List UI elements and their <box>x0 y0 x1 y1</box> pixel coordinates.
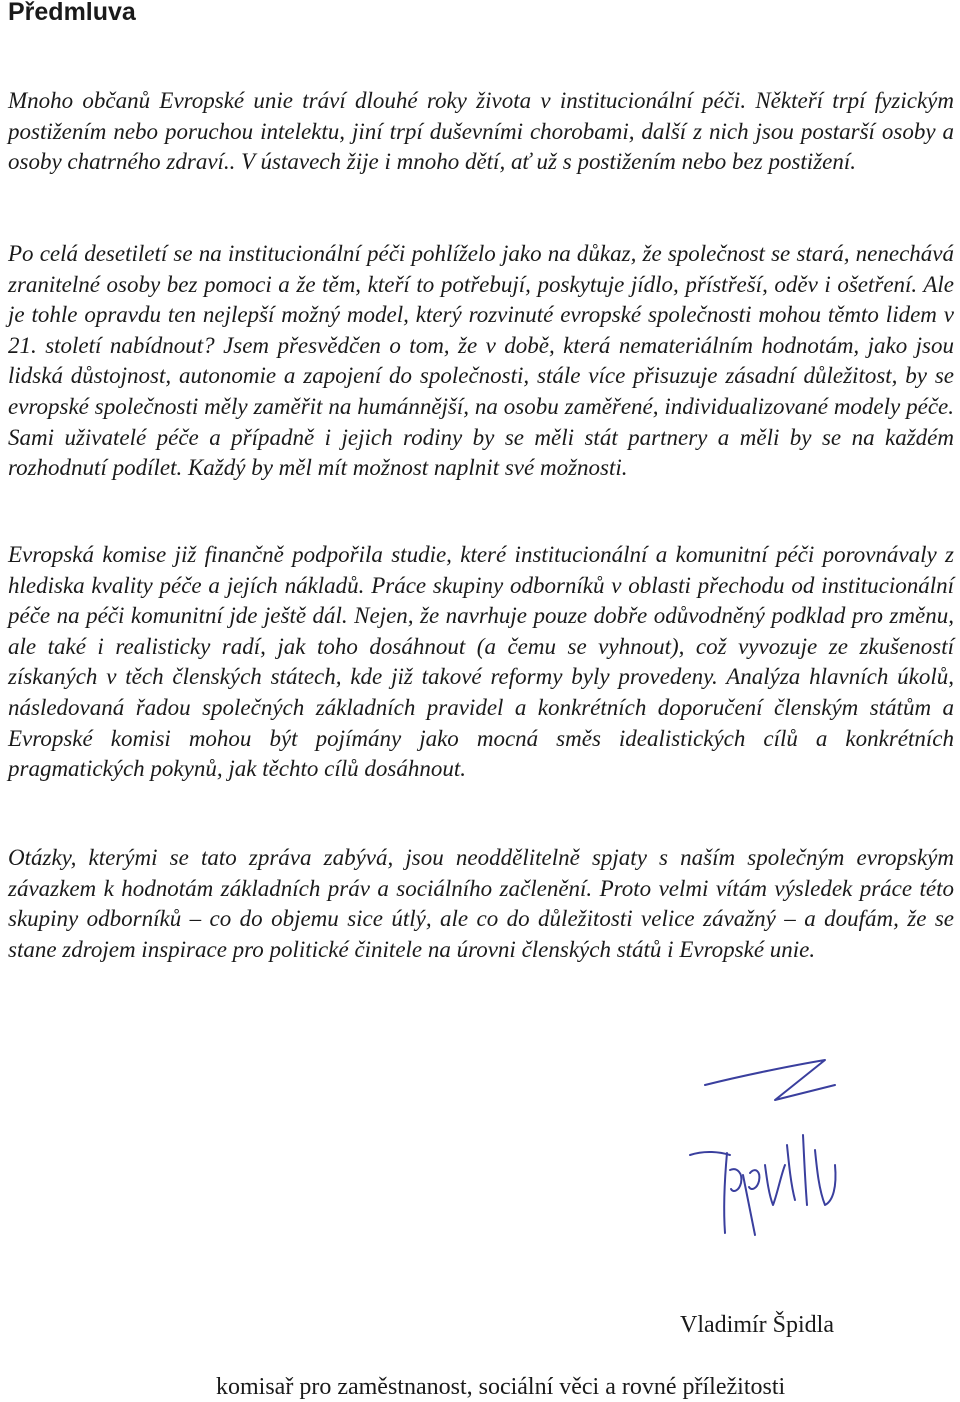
page-title: Předmluva <box>8 0 136 26</box>
signer-title: komisař pro zaměstnanost, sociální věci a rovné příležitosti <box>216 1374 786 1400</box>
paragraph-institutional-care: Po celá desetiletí se na institucionální péči pohlíželo jako na důkaz, že společnost se stará, nenechává zranitelné osoby bez pomoci a že těm, kteří to potřebují, poskytuje jídlo, přístřeší, oděv i ošetření. Ale je tohle opravdu ten nejlepší možný model, který rozvinuté evropské společnosti mohou těmto lidem v 21. století nabídnout? Jsem přesvědčen o tom, že v době, která nemateriálním hodnotám, jako jsou lidská důstojnost, autonomie a zapojení do společnosti, stále více přisuzuje zásadní důležitost, by se evropské společnosti měly zaměřit na humánnější, na osobu zaměřené, individualizované modely péče. Sami uživatelé péče a případně i jejich rodiny by se měli stát partnery a měli by se na každém rozhodnutí podílet. Každý by měl mít možnost naplnit své možnosti. <box>8 241 954 481</box>
handwritten-signature <box>685 1055 850 1240</box>
signer-name: Vladimír Špidla <box>680 1312 834 1338</box>
paragraph-intro: Mnoho občanů Evropské unie tráví dlouhé roky života v institucionální péči. Někteří trpí fyzickým postižením nebo poruchou intelektu, jiní trpí duševními chorobami, další z nich jsou postarší osoby a osoby chatrného zdraví.. V ústavech žije i mnoho dětí, ať už s postižením nebo bez postižení. <box>8 88 954 175</box>
paragraph-commission-studies: Evropská komise již finančně podpořila studie, které institucionální a komunitní péči porovnávaly z hlediska kvality péče a jejích nákladů. Práce skupiny odborníků v oblasti přechodu od institucionální péče na péči komunitní jde ještě dál. Nejen, že navrhuje pouze dobře odůvodněný podklad pro změnu, ale také i realisticky radí, jak toho dosáhnout (a čemu se vyhnout), což vyvozuje ze zkušeností získaných v těch členských státech, kde již takové reformy byly provedeny. Analýza hlavních úkolů, následovaná řadou společných základních pravidel a konkrétních doporučení členským státům a Evropské komisi mohou být pojímány jako mocná směs idealistických cílů a konkrétních pragmatických pokynů, jak těchto cílů dosáhnout. <box>8 542 954 782</box>
paragraph-conclusion: Otázky, kterými se tato zpráva zabývá, jsou neoddělitelně spjaty s naším společným evropským závazkem k hodnotám základních práv a sociálního začlenění. Proto velmi vítám výsledek práce této skupiny odborníků – co do objemu sice útlý, ale co do důležitosti velice závažný – a doufám, že se stane zdrojem inspirace pro politické činitele na úrovni členských států i Evropské unie. <box>8 845 954 962</box>
